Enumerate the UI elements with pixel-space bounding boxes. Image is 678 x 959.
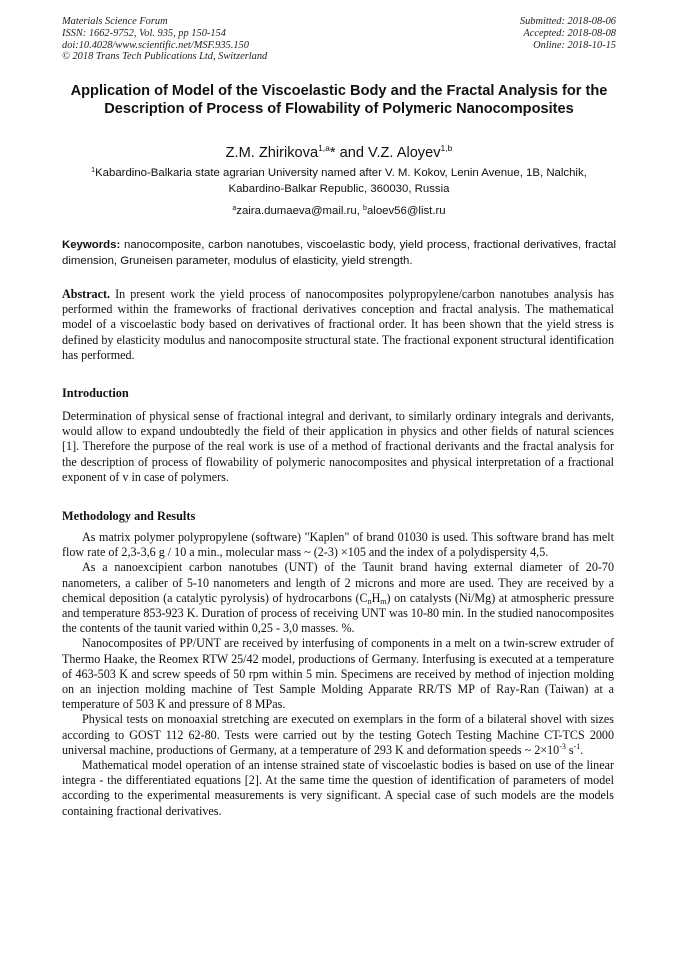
methodology-heading: Methodology and Results [62, 509, 196, 523]
email-b-link[interactable]: aloev56@list.ru [366, 205, 446, 217]
online-date: Online: 2018-10-15 [533, 39, 616, 51]
introduction-heading: Introduction [62, 386, 129, 400]
p4-sup-1: -3 [559, 741, 566, 751]
introduction-text: Determination of physical sense of fractional integral and derivant, to similarly ordinary integrals and derivants, would allow to expand undoubtedly the field of their application in physics and other fields of natural sciences [1]. Therefore the purpose of the real work is use of a method of fractional derivants and the fractal analysis for the description of process of flowability of polymeric nanocomposites and physical interpretation of a fractional exponent of v in case of polymers. [62, 409, 614, 484]
keywords [62, 238, 616, 269]
p2-h: H [371, 590, 381, 605]
journal-doi: doi:10.4028/www.scientific.net/MSF.935.150 [62, 39, 249, 51]
journal-copyright: © 2018 Trans Tech Publications Ltd, Switzerland [62, 51, 268, 63]
affiliation-mark: 1 [91, 167, 96, 174]
author-emails [62, 204, 616, 219]
p4-text-b: s [565, 742, 574, 757]
p4-text-a: Physical tests on monoaxial stretching are executed on exemplars in the form of a bilateral shovel with sizes according to GOST 112 62-80. Tests were carried out by the testing Gotech Testing Machine CT-TCS 2000 universal machine, productions of Germany, at a temperature of 293 K and deformation speeds ~ 2×10 [62, 712, 614, 757]
abstract-text: In present work the yield process of nanocomposites polypropylene/carbon nanotubes analysis has performed within the frameworks of fractional derivatives conception and fractal analysis. The mathematical model of a viscoelastic body based on derivatives of fractional order. It has been shown that the yield stress is defined by elasticity modulus and nanocomposite structural state. The fractional exponent structural identification has performed. [62, 287, 614, 362]
author-1-affil-mark: 1,a [318, 143, 330, 153]
accepted-date: Accepted: 2018-08-08 [523, 27, 616, 39]
corresponding-author-mark: * [329, 145, 336, 161]
keywords-text: nanocomposite, carbon nanotubes, viscoelastic body, yield process, fractional derivatives, fractal dimension, Gruneisen parameter, modulus of elasticity, yield strength. [62, 239, 616, 267]
email-a-link[interactable]: zaira.dumaeva@mail.ru, [236, 205, 360, 217]
methodology-paragraph-2 [62, 560, 614, 636]
publication-dates [520, 16, 616, 51]
affiliation [62, 166, 616, 197]
keywords-label: Keywords: [62, 239, 121, 251]
journal-issn: ISSN: 1662-9752, Vol. 935, pp 150-154 [62, 27, 226, 39]
submitted-date: Submitted: 2018-08-06 [519, 16, 616, 27]
p2-sub-n: n [367, 596, 372, 606]
p2-text-b: ) on catalysts (Ni/Mg) at atmospheric pressure and temperature 853-923 K. Duration of process of receiving UNT was 10-80 min. In the studied nanocomposites the contents of the taunit varied within 0,25 - 3,0 masses. %. [62, 590, 614, 636]
author-2-affil-mark: 1,b [440, 143, 453, 153]
affiliation-text: Kabardino-Balkaria state agrarian University named after V. M. Kokov, Lenin Avenue, 1B, Nalchik, Kabardino-Balkar Republic, 360030, Russia [95, 167, 587, 195]
email-a-mark: a [232, 205, 237, 212]
methodology-paragraph-4 [62, 712, 614, 758]
author-2-name: V.Z. Aloyev [368, 145, 441, 161]
p2-sub-m: m [380, 596, 387, 606]
p4-sup-2: -1 [573, 741, 581, 751]
author-1-name: Z.M. Zhirikova [225, 145, 319, 161]
methodology-paragraph-3: Nanocomposites of PP/UNT are received by interfusing of components in a melt on a twin-screw extruder of Thermo Haake, the Reomex RTW 25/42 model, productions of Germany. Interfusing is executed at a temperature of 463-503 K and screw speeds of 50 rpm within 5 min. Specimens are received by method of injection molding on an injection molding machine of Test Sample Molding Apparate RR/TS MP of Ray-Ran (Taiwan) at a temperature of 503 K and pressure of 8 MPas. [62, 636, 614, 712]
author-list [62, 143, 616, 163]
methodology-paragraph-5: Mathematical model operation of an intense strained state of viscoelastic bodies is based on use of the linear integra - the differentiated equations [2]. At the same time the question of identification of parameters of model according to the experimental measurements is very significant. A special case of such models are the models containing fractional derivatives. [62, 758, 614, 818]
p2-text-a: As a nanoexcipient carbon nanotubes (UNT) of the Taunit brand having external diameter of 20-70 nanometers, a caliber of 5-10 nanometers and length of 2 microns and more are used. They are received by a chemical deposition (a catalytic pyrolysis) of hydrocarbons (C [62, 560, 614, 605]
author-separator: and [335, 145, 369, 161]
abstract-label: Abstract. [62, 287, 111, 301]
email-b-mark: b [363, 205, 367, 212]
journal-name: Materials Science Forum [62, 16, 168, 27]
p4-text-c: . [580, 742, 584, 757]
journal-info [62, 16, 267, 63]
methodology-section [62, 530, 614, 819]
abstract [62, 287, 614, 363]
methodology-paragraph-1: As matrix polymer polypropylene (software) "Kaplen" of brand 01030 is used. This software brand has melt flow rate of 2,3-3,6 g / 10 a min., molecular mass ~ (2-3) ×105 and the index of a polydispersity 4,5. [62, 530, 614, 560]
paper-title: Application of Model of the Viscoelastic Body and the Fractal Analysis for the Description of Process of Flowability of Polymeric Nanocomposites [70, 83, 608, 117]
